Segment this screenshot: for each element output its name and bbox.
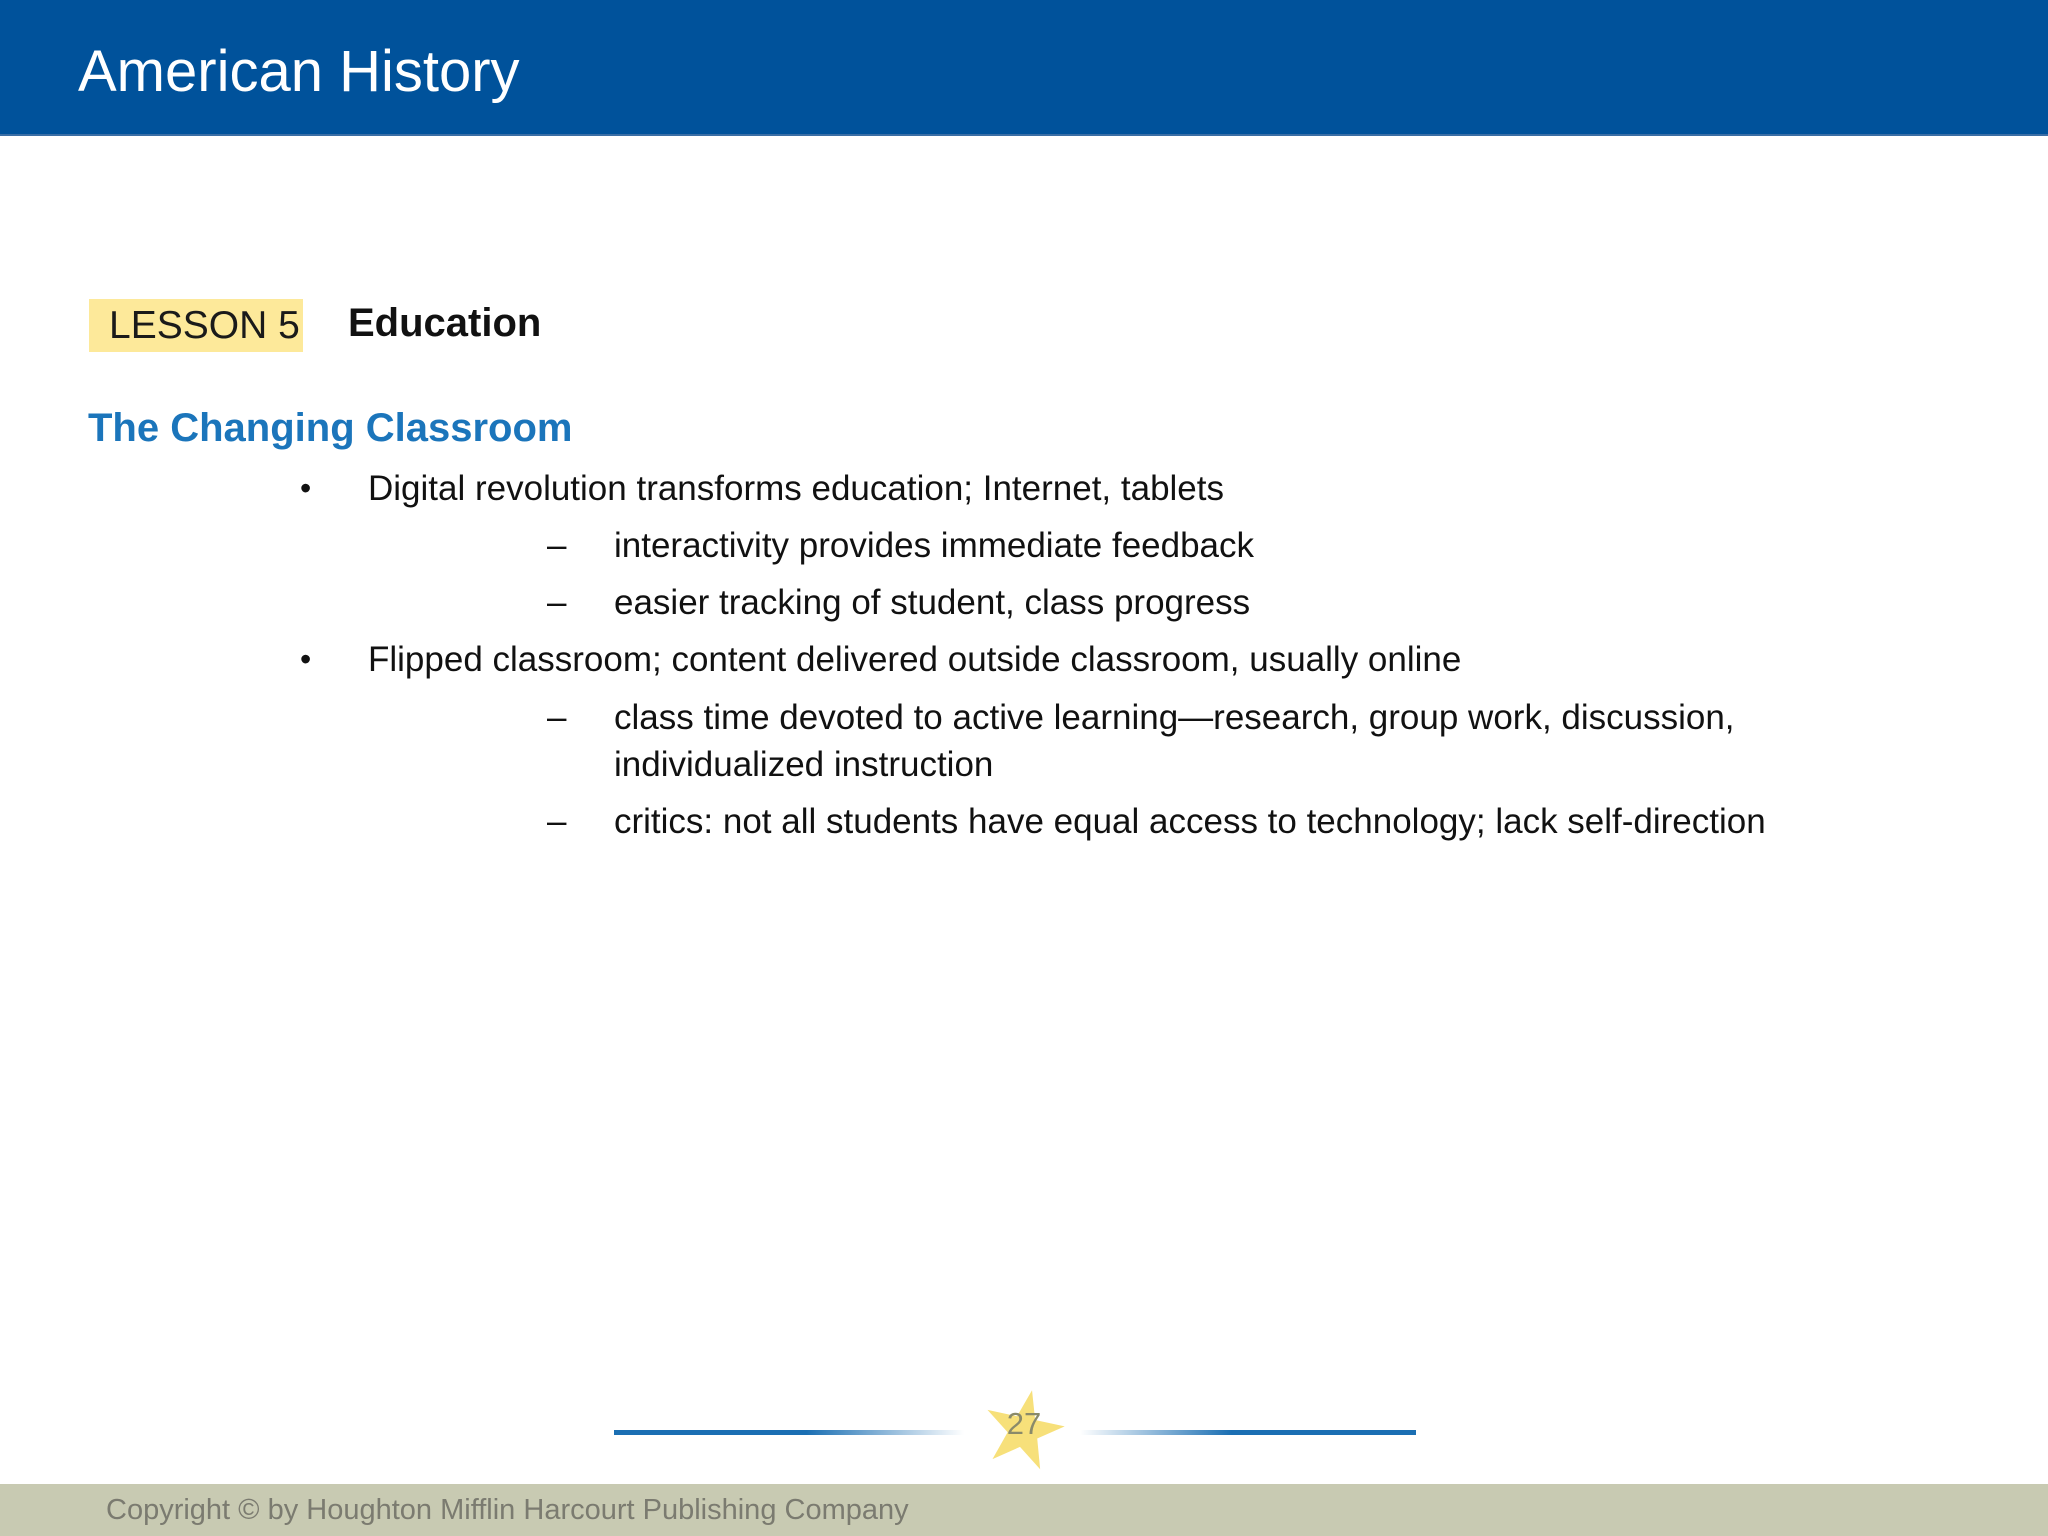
lesson-topic: Education <box>348 301 542 345</box>
copyright-text: Copyright © by Houghton Mifflin Harcourt Publishing Company <box>106 1494 909 1526</box>
dash-glyph: – <box>547 526 567 565</box>
section-heading: The Changing Classroom <box>88 406 573 450</box>
footer-rule-left <box>614 1430 964 1435</box>
sub-bullet-text: interactivity provides immediate feedback <box>614 526 1255 565</box>
sub-bullet-text: critics: not all students have equal access to technology; lack self-direction <box>614 802 1766 841</box>
lesson-badge-label: LESSON 5 <box>109 304 300 347</box>
dash-glyph: – <box>547 802 567 841</box>
bullet-glyph: • <box>300 641 312 677</box>
bullet-glyph: • <box>300 470 312 506</box>
bullet-text: Digital revolution transforms education; Internet, tablets <box>368 469 1224 508</box>
page-number: 27 <box>1006 1406 1042 1441</box>
course-title: American History <box>78 39 520 104</box>
footer-rule-right <box>1080 1430 1416 1435</box>
bullet-text: Flipped classroom; content delivered outside classroom, usually online <box>368 640 1462 679</box>
lesson-badge <box>89 299 303 352</box>
dash-glyph: – <box>547 583 567 622</box>
header-bar <box>0 0 2048 136</box>
sub-bullet-text: class time devoted to active learning—research, group work, discussion, individualized instruction <box>614 698 1735 784</box>
footer-bar <box>0 1484 2048 1536</box>
dash-glyph: – <box>547 698 567 737</box>
sub-bullet-text: easier tracking of student, class progress <box>614 583 1251 622</box>
